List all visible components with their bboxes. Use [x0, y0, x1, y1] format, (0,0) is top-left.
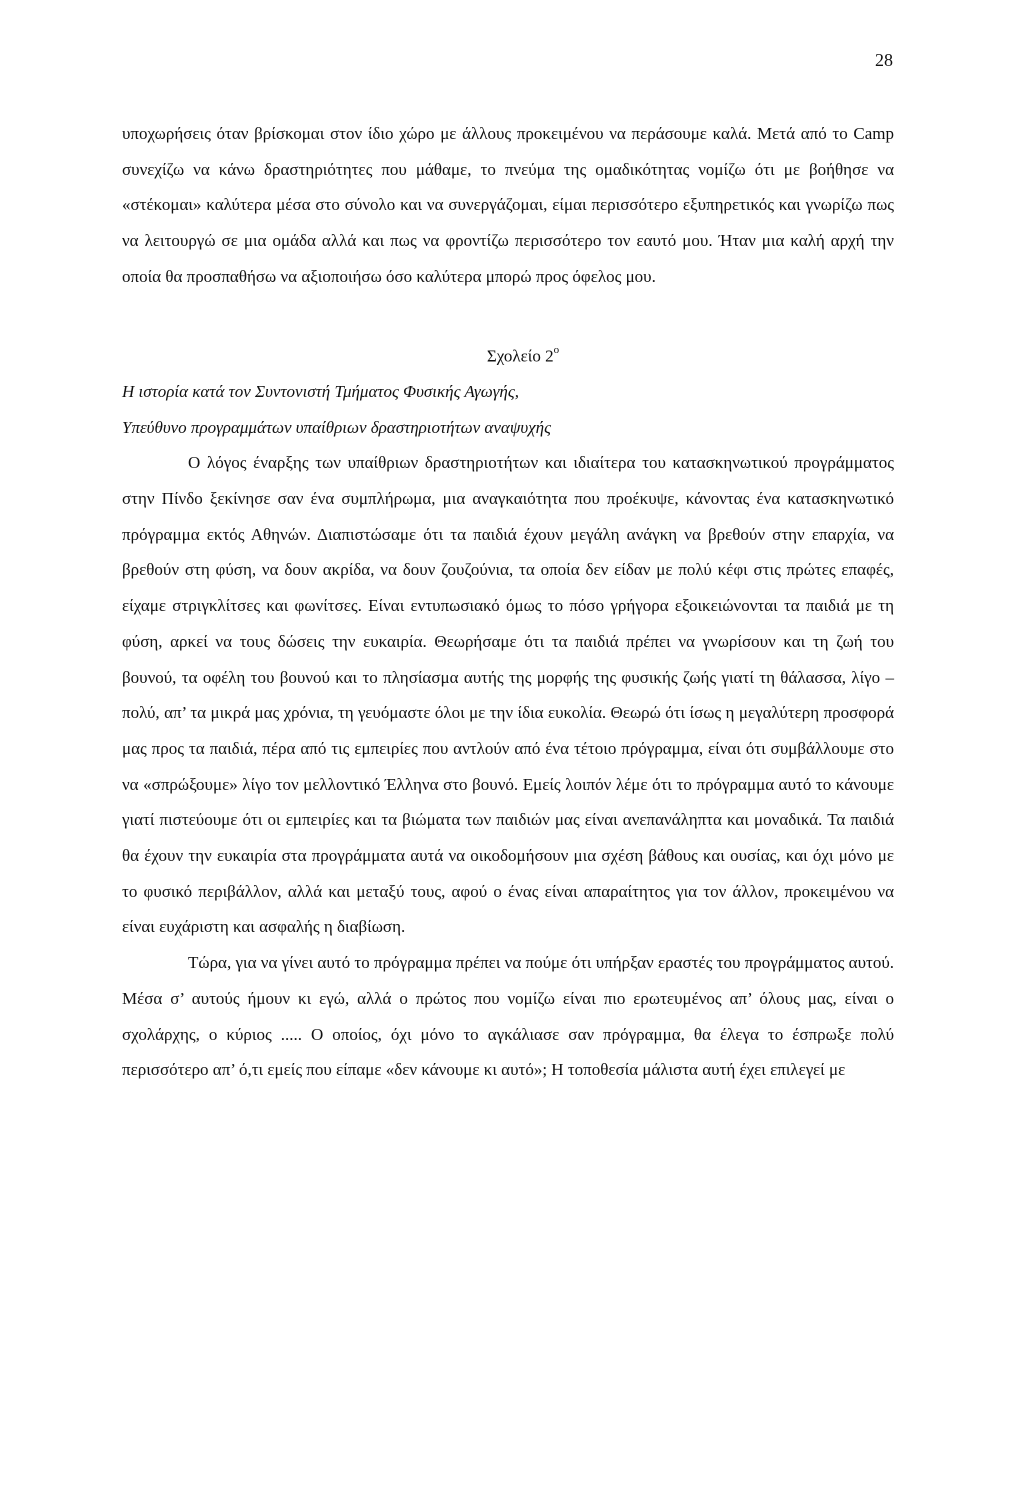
document-body [122, 116, 894, 1088]
paragraph-program-origin: Ο λόγος έναρξης των υπαίθριων δραστηριοτήτων και ιδιαίτερα του κατασκηνωτικού προγράμματος στην Πίνδο ξεκίνησε σαν ένα συμπλήρωμα, μια αναγκαιότητα που προέκυψε, κάνοντας ένα κατασκηνωτικό πρόγραμμα εκτός Αθηνών. Διαπιστώσαμε ότι τα παιδιά έχουν μεγάλη ανάγκη να βρεθούν στην επαρχία, να βρεθούν στη φύση, να δουν ακρίδα, να δουν ζουζούνια, τα οποία δεν είδαν με πολύ κέφι στις πρώτες επαφές, είχαμε στριγκλίτσες και φωνίτσες. Είναι εντυπωσιακό όμως το πόσο γρήγορα εξοικειώνονται τα παιδιά με τη φύση, αρκεί να τους δώσεις την ευκαιρία. Θεωρήσαμε ότι τα παιδιά πρέπει να γνωρίσουν και τη ζωή του βουνού, τα οφέλη του βουνού και το πλησίασμα αυτής της μορφής της φυσικής ζωής γιατί τη θάλασσα, λίγο – πολύ, απ’ τα μικρά μας χρόνια, τη γευόμαστε όλοι με την ίδια ευκολία. Θεωρώ ότι ίσως η μεγαλύτερη προσφορά μας προς τα παιδιά, πέρα από τις εμπειρίες που αντλούν από ένα τέτοιο πρόγραμμα, είναι ότι συμβάλλουμε στο να «σπρώξουμε» λίγο τον μελλοντικό Έλληνα στο βουνό. Εμείς λοιπόν λέμε ότι το πρόγραμμα αυτό το κάνουμε γιατί πιστεύουμε ότι οι εμπειρίες και τα βιώματα των παιδιών μας είναι ανεπανάληπτα και μοναδικά. Τα παιδιά θα έχουν την ευκαιρία στα προγράμματα αυτά να οικοδομήσουν μια σχέση βάθους και ουσίας, και όχι μόνο με το φυσικό περιβάλλον, αλλά και μεταξύ τους, αφού ο ένας είναι απαραίτητος για τον άλλον, προκειμένου να είναι ευχάριστη και ασφαλής η διαβίωση. [122, 453, 894, 937]
paragraph-program-lovers: Τώρα, για να γίνει αυτό το πρόγραμμα πρέπει να πούμε ότι υπήρξαν εραστές του προγράμματος αυτού. Μέσα σ’ αυτούς ήμουν κι εγώ, αλλά ο πρώτος που νομίζω είναι πιο ερωτευμένος απ’ όλους μας, είναι ο σχολάρχης, ο κύριος ..... Ο οποίος, όχι μόνο το αγκάλιασε σαν πρόγραμμα, θα έλεγα το έσπρωξε πολύ περισσότερο απ’ ό,τι εμείς που είπαμε «δεν κάνουμε κι αυτό»; Η τοποθεσία μάλιστα αυτή έχει επιλεγεί με [122, 953, 894, 1080]
section-title-ordinal: ο [553, 343, 560, 356]
section-subtitle-line-1: Η ιστορία κατά τον Συντονιστή Τμήματος Φυσικής Αγωγής, [122, 381, 520, 401]
section-title [122, 335, 894, 374]
page-number: 28 [875, 50, 893, 70]
section-title-text: Σχολείο 2 [486, 346, 554, 366]
section-subtitle-line-2: Υπεύθυνο προγραμμάτων υπαίθριων δραστηριοτήτων αναψυχής [122, 417, 551, 437]
paragraph-camp-reflection: υποχωρήσεις όταν βρίσκομαι στον ίδιο χώρο με άλλους προκειμένου να περάσουμε καλά. Μετά από το Camp συνεχίζω να κάνω δραστηριότητες που μάθαμε, το πνεύμα της ομαδικότητας νομίζω ότι με βοήθησε να «στέκομαι» καλύτερα μέσα στο σύνολο και να συνεργάζομαι, είμαι περισσότερο εξυπηρετικός και γνωρίζω πως να λειτουργώ σε μια ομάδα αλλά και πως να φροντίζω περισσότερο τον εαυτό μου. Ήταν μια καλή αρχή την οποία θα προσπαθήσω να αξιοποιήσω όσο καλύτερα μπορώ προς όφελος μου. [122, 124, 894, 286]
